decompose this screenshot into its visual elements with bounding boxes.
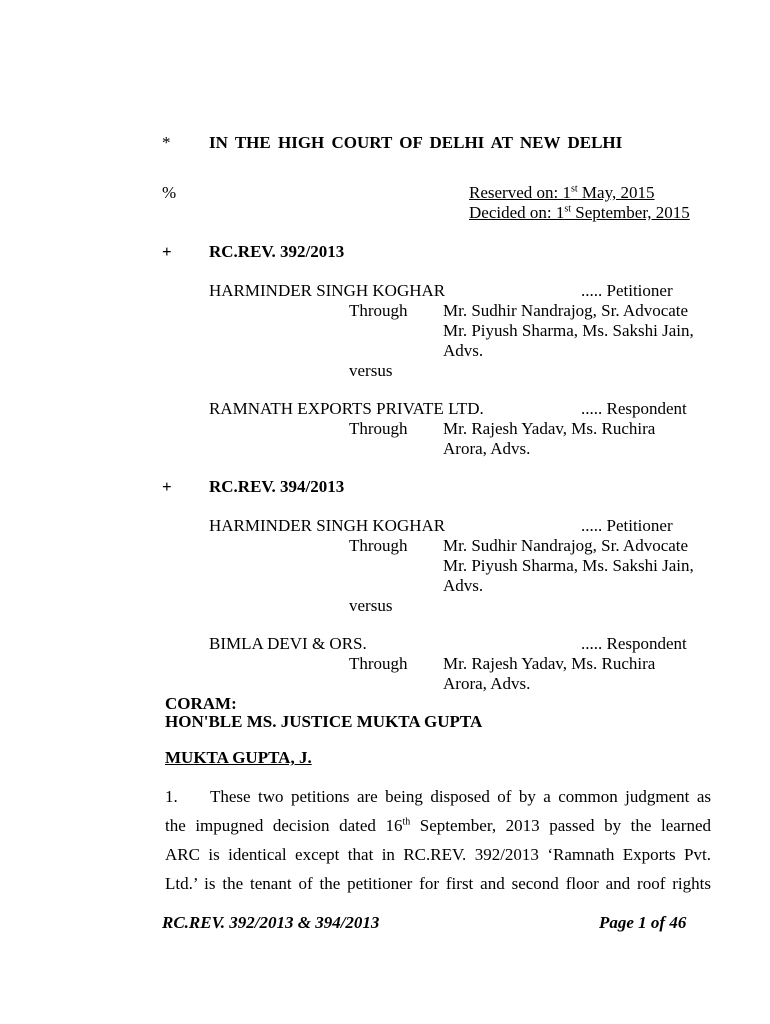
court-title: IN THE HIGH COURT OF DELHI AT NEW DELHI	[209, 133, 623, 152]
case-marker-plus: +	[162, 477, 172, 496]
footer-page-number: Page 1 of 46	[599, 913, 687, 932]
counsel-line: Mr. Piyush Sharma, Ms. Sakshi Jain,	[443, 321, 694, 340]
coram-label: CORAM:	[165, 694, 237, 713]
respondent-role: ..... Respondent	[581, 399, 687, 418]
counsel-line: Mr. Piyush Sharma, Ms. Sakshi Jain,	[443, 556, 694, 575]
paragraph-line: ARC is identical except that in RC.REV. 392/2013 ‘Ramnath Exports Pvt.	[165, 845, 711, 864]
case-number: RC.REV. 394/2013	[209, 477, 345, 496]
coram-bench: HON'BLE MS. JUSTICE MUKTA GUPTA	[165, 712, 483, 731]
petitioner-name: HARMINDER SINGH KOGHAR	[209, 281, 446, 300]
marker-percent: %	[162, 183, 177, 202]
respondent-role: ..... Respondent	[581, 634, 687, 653]
case-marker-plus: +	[162, 242, 172, 261]
judge-heading: MUKTA GUPTA, J.	[165, 748, 312, 767]
paragraph-line: Ltd.’ is the tenant of the petitioner for first and second floor and roof rights	[165, 874, 711, 893]
case-number: RC.REV. 392/2013	[209, 242, 345, 261]
counsel-line: Mr. Rajesh Yadav, Ms. Ruchira	[443, 419, 656, 438]
reserved-on-date: Reserved on: 1st May, 2015	[469, 183, 655, 202]
through-label: Through	[349, 654, 408, 673]
counsel-line: Advs.	[443, 576, 484, 595]
versus-label: versus	[349, 361, 393, 380]
respondent-name: RAMNATH EXPORTS PRIVATE LTD.	[209, 399, 484, 418]
through-label: Through	[349, 536, 408, 555]
decided-on-date: Decided on: 1st September, 2015	[469, 203, 690, 222]
counsel-line: Arora, Advs.	[443, 674, 531, 693]
footer-case-ref: RC.REV. 392/2013 & 394/2013	[162, 913, 380, 932]
counsel-line: Mr. Rajesh Yadav, Ms. Ruchira	[443, 654, 656, 673]
paragraph-line: the impugned decision dated 16th September, 2013 passed by the learned	[165, 816, 711, 835]
petitioner-role: ..... Petitioner	[581, 516, 673, 535]
versus-label: versus	[349, 596, 393, 615]
marker-star: *	[162, 133, 171, 152]
through-label: Through	[349, 419, 408, 438]
respondent-name: BIMLA DEVI & ORS.	[209, 634, 367, 653]
paragraph-body	[165, 782, 711, 898]
counsel-line: Mr. Sudhir Nandrajog, Sr. Advocate	[443, 301, 689, 320]
paragraph-number: 1.	[165, 787, 178, 806]
paragraph-line: These two petitions are being disposed of by a common judgment as	[210, 787, 711, 806]
counsel-line: Arora, Advs.	[443, 439, 531, 458]
petitioner-name: HARMINDER SINGH KOGHAR	[209, 516, 446, 535]
through-label: Through	[349, 301, 408, 320]
counsel-line: Advs.	[443, 341, 484, 360]
petitioner-role: ..... Petitioner	[581, 281, 673, 300]
counsel-line: Mr. Sudhir Nandrajog, Sr. Advocate	[443, 536, 689, 555]
